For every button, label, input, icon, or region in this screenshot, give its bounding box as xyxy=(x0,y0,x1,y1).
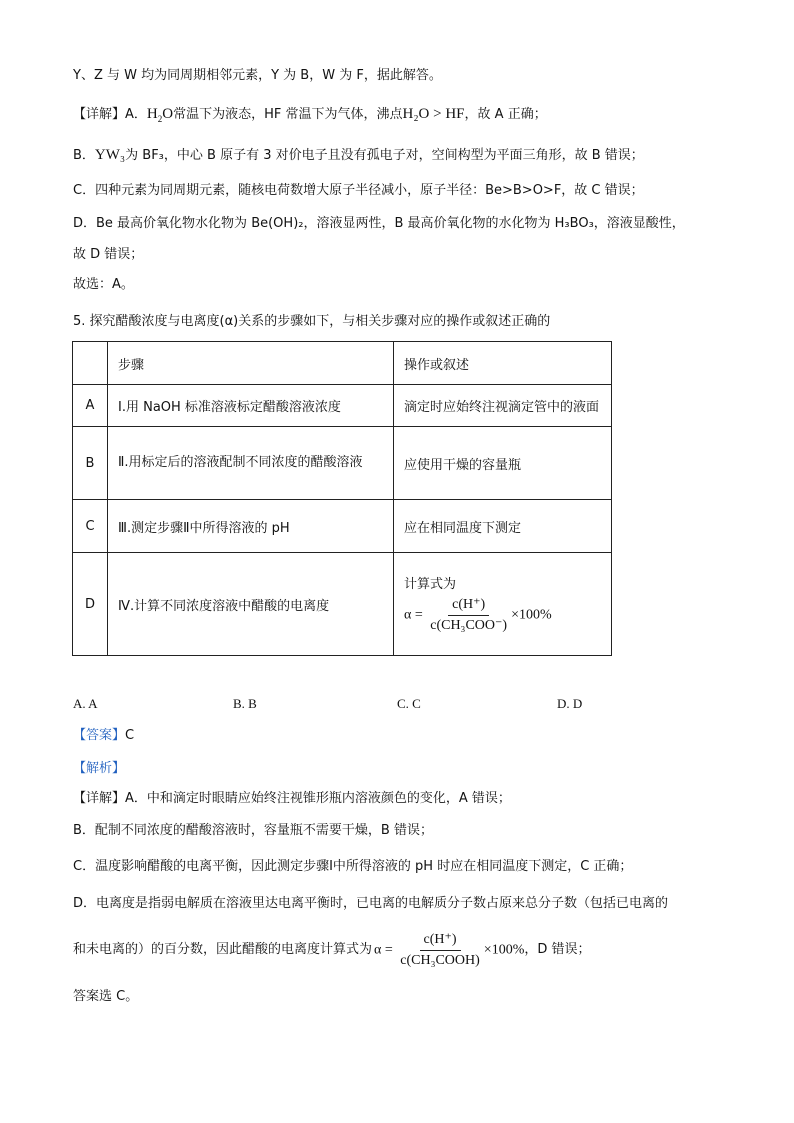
row-op: 应在相同温度下测定 xyxy=(394,500,612,553)
header-op: 操作或叙述 xyxy=(394,342,612,385)
final-answer: 答案选 C。 xyxy=(73,989,139,1004)
choice-b: B. B xyxy=(233,696,257,711)
formula-fraction xyxy=(426,596,511,635)
row-op: 滴定时应始终注视滴定管中的液面 xyxy=(394,385,612,427)
formula-tail: ×100% xyxy=(511,607,552,623)
boiling-compare: H₂O > HF xyxy=(402,106,465,122)
answer-line xyxy=(73,727,134,745)
row-key: D xyxy=(73,553,108,656)
table-row xyxy=(73,427,612,500)
header-key-cell xyxy=(73,342,108,385)
header-step: 步骤 xyxy=(108,342,394,385)
formula-denominator: c(CH₃COO⁻) xyxy=(430,618,508,633)
row-step: Ⅰ.用 NaOH 标准溶液标定醋酸溶液浓度 xyxy=(108,385,394,427)
row-step: Ⅲ.测定步骤Ⅱ中所得溶液的 pH xyxy=(108,500,394,553)
q4-detail-d2: 故 D 错误； xyxy=(73,247,144,262)
q5-detail-b: B．配制不同浓度的醋酸溶液时，容量瓶不需要干燥，B 错误； xyxy=(73,823,433,838)
table-header-row xyxy=(73,342,612,385)
table-row xyxy=(73,500,612,553)
ionization-formula-2: α = $\frac{c(H^+)}{\text{c(CH₃COOH)}}$ ×100% xyxy=(374,931,525,968)
q4-detail-c: C．四种元素为同周期元素，随核电荷数增大原子半径减小，原子半径：Be>B>O>F，故 C 错误； xyxy=(73,183,644,198)
row-op-cell xyxy=(394,553,612,656)
q5-detail-d1: D．电离度是指弱电解质在溶液里达电离平衡时，已电离的电解质分子数占原来总分子数（包括已电离的 xyxy=(73,896,669,911)
row-key: C xyxy=(73,500,108,553)
answer-tag: 【答案】 xyxy=(73,728,126,743)
detail-tag: 【详解】 xyxy=(73,791,126,806)
row-op: 应使用干燥的容量瓶 xyxy=(394,427,612,500)
q4-selection: 故选：A。 xyxy=(73,277,134,292)
formula-denominator: c(CH₃COOH) xyxy=(400,952,480,968)
analysis-tag: 【解析】 xyxy=(73,761,126,776)
table-row xyxy=(73,553,612,656)
q5-detail-a: 【详解】A．中和滴定时眼睛应始终注视锥形瓶内溶液颜色的变化，A 错误； xyxy=(73,791,511,806)
q5-detail-c: C．温度影响醋酸的电离平衡，因此测定步骤Ⅰ中所得溶液的 pH 时应在相同温度下测定，C 正确； xyxy=(73,859,633,874)
answer-value: C xyxy=(125,728,135,743)
formula-numerator: c(H⁺) xyxy=(448,596,489,616)
row-step: Ⅳ.计算不同浓度溶液中醋酸的电离度 xyxy=(108,553,394,656)
water-formula: $H_2O$ xyxy=(146,106,174,124)
formula-numerator: c(H⁺) xyxy=(420,931,461,951)
q4-detail-a: 【详解】A．$H_2O$常温下为液态，HF 常温下为气体，沸点H₂O > HF，故 A 正确； xyxy=(73,106,547,124)
formula-fraction xyxy=(396,931,484,970)
row-step: Ⅱ.用标定后的溶液配制不同浓度的醋酸溶液 xyxy=(108,427,394,500)
choice-d: D. D xyxy=(557,696,583,711)
yw3-formula: YW₃ xyxy=(94,147,126,163)
intro-line: Y、Z 与 W 均为同周期相邻元素，Y 为 B，W 为 F，据此解答。 xyxy=(73,68,442,83)
q5-options-table xyxy=(72,341,612,656)
table-row xyxy=(73,385,612,427)
q5-detail-d2: 和未电离的）的百分数，因此醋酸的电离度计算式为 α = $\frac{c(H^+)}{\text{c(CH₃COOH)}}$ ×100% ，D 错误； xyxy=(73,931,591,968)
choice-a: A. A xyxy=(73,696,98,711)
q5-stem: 5. 探究醋酸浓度与电离度(α)关系的步骤如下，与相关步骤对应的操作或叙述正确的 xyxy=(73,314,551,329)
row-key: A xyxy=(73,385,108,427)
row-op: 计算式为 xyxy=(404,577,457,592)
detail-tag: 【详解】 xyxy=(73,107,126,122)
choice-c: C. C xyxy=(397,696,421,711)
ionization-formula: α = $\frac{c(H^+)}{\text{c(CH₃COO⁻)}}$ ×100% xyxy=(404,597,552,633)
q4-detail-b: B．YW₃为 BF₃，中心 B 原子有 3 对价电子且没有孤电子对，空间构型为平面三角形，故 B 错误； xyxy=(73,147,644,163)
formula-tail: ×100% xyxy=(483,942,525,958)
q4-detail-d1: D．Be 最高价氧化物水化物为 Be(OH)₂，溶液显两性，B 最高价氧化物的水化物为 H₃BO₃，溶液显酸性， xyxy=(73,216,685,231)
row-key: B xyxy=(73,427,108,500)
